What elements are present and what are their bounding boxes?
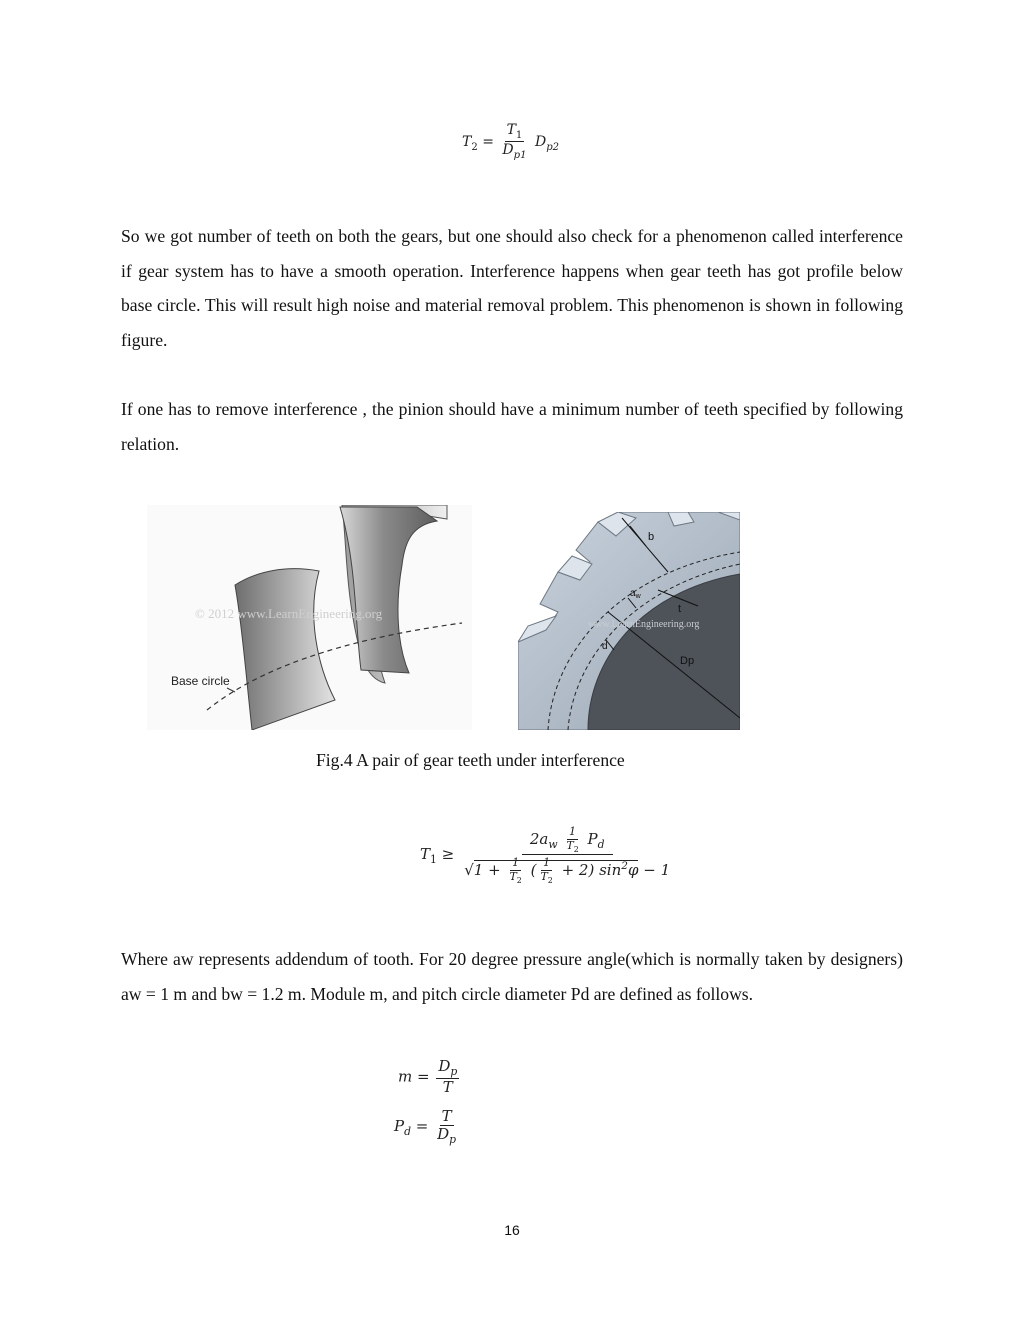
figure-caption: Fig.4 A pair of gear teeth under interference	[316, 750, 625, 770]
base-circle-label: Base circle	[171, 674, 230, 688]
label-aw: $a_w$	[630, 588, 641, 600]
label-d: d	[602, 641, 608, 652]
equation-module: m = $\frac{D_p}{T}$	[398, 1057, 458, 1097]
figure-gear-teeth-interference	[147, 505, 472, 730]
paragraph-interference-intro: So we got number of teeth on both the gears, but one should also check for a phenomenon called interference if gear system has to have a smooth operation. Interference happens when gear teeth has got profile below base circle. This will result high noise and material removal problem. This phenomenon is shown in following figure.	[121, 226, 903, 350]
page-number: 16	[504, 1222, 520, 1238]
figure-gear-dimensions	[518, 512, 740, 730]
left-figure-watermark: © 2012 www.LearnEngineering.org	[195, 606, 383, 621]
paragraph-remove-interference: If one has to remove interference , the pinion should have a minimum number of teeth specified by following relation.	[121, 399, 903, 454]
label-dp: Dp	[680, 655, 695, 667]
label-t: t	[678, 603, 682, 615]
paragraph-addendum: Where aw represents addendum of tooth. For 20 degree pressure angle(which is normally taken by designers) aw = 1 m and bw = 1.2 m. Module m, and pitch circle diameter Pd are defined as follows.	[121, 949, 903, 1004]
equation-pitch-diameter: $P_d$ = $\frac{T}{D_p}$	[394, 1107, 457, 1147]
right-figure-watermark: www.LearnEngineering.org	[588, 619, 700, 630]
label-b: b	[648, 531, 655, 543]
equation-t1-minimum: $T_1$ ≥ $2a_w$ $\frac{1}{T_2}$ $P_d$ √1 + $\frac{1}{T_2}$ ( $\frac{1}{T_2}$ + 2) $\sin^2\varphi - 1$	[420, 825, 671, 885]
equation-t2: $T_2$ = $\frac{T_1}{D_{p1}}$ $D_{p2}$	[462, 122, 560, 162]
